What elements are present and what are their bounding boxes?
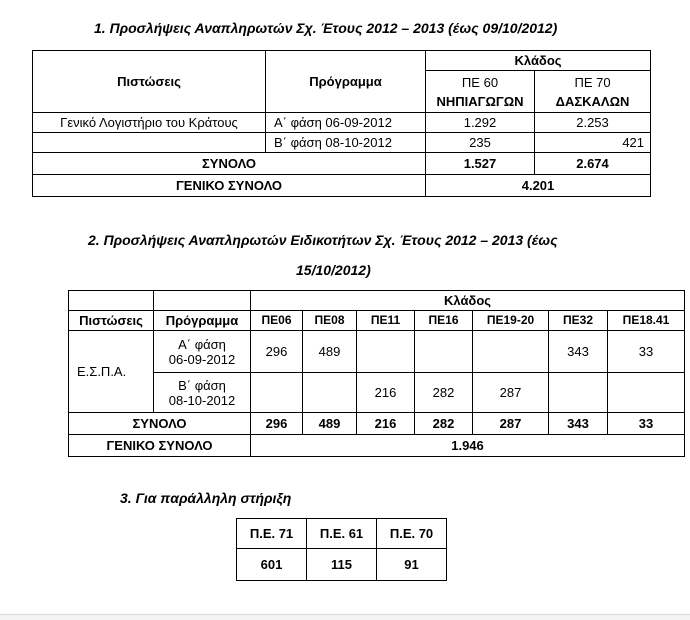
total-pe60: 1.527 (426, 153, 535, 175)
value-cell: 489 (303, 331, 357, 373)
pe60-cell: 235 (426, 133, 535, 153)
header-pe19-20: ΠΕ19-20 (473, 311, 549, 331)
table-row (33, 133, 651, 153)
header-pe70-name: ΔΑΣΚΑΛΩΝ (555, 93, 630, 109)
header-pe71: Π.Ε. 71 (237, 519, 307, 549)
header-branch: Κλάδος (426, 51, 651, 71)
phase-b-cell (154, 373, 251, 413)
value-pe61: 115 (307, 549, 377, 581)
table-row (33, 113, 651, 133)
header-credits: Πιστώσεις (33, 51, 266, 113)
header-pe08: ΠΕ08 (303, 311, 357, 331)
section1-title: 1. Προσλήψεις Αναπληρωτών Σχ. Έτους 2012 – 2013 (έως 09/10/2012) (94, 20, 558, 36)
value-cell (473, 331, 549, 373)
program-cell: Α΄ φάση 06-09-2012 (266, 113, 426, 133)
total-pe70: 2.674 (535, 153, 651, 175)
total-cell: 287 (473, 413, 549, 435)
header-pe18-41: ΠΕ18.41 (608, 311, 685, 331)
value-cell: 216 (357, 373, 415, 413)
pe70-cell: 421 (535, 133, 651, 153)
credits-cell (33, 133, 266, 153)
header-pe60-name: ΝΗΠΙΑΓΩΓΩΝ (436, 93, 524, 109)
header-pe70: Π.Ε. 70 (377, 519, 447, 549)
table-row (237, 549, 447, 581)
value-cell (608, 373, 685, 413)
grand-total-label: ΓΕΝΙΚΟ ΣΥΝΟΛΟ (33, 175, 426, 197)
total-row (33, 153, 651, 175)
header-program: Πρόγραμμα (154, 311, 251, 331)
header-pe70-code: ΠΕ 70 (574, 74, 611, 90)
value-cell (357, 331, 415, 373)
section3-title: 3. Για παράλληλη στήριξη (120, 490, 292, 506)
grand-total-label: ΓΕΝΙΚΟ ΣΥΝΟΛΟ (69, 435, 251, 457)
phase-a-line1: Α΄ φάση (178, 336, 226, 352)
total-cell: 296 (251, 413, 303, 435)
grand-total-row (33, 175, 651, 197)
table-row (69, 331, 685, 373)
value-cell: 296 (251, 331, 303, 373)
grand-total-value: 1.946 (251, 435, 685, 457)
value-cell (415, 331, 473, 373)
header-pe70 (535, 71, 651, 113)
total-cell: 216 (357, 413, 415, 435)
header-pe60-code: ΠΕ 60 (461, 74, 499, 90)
total-row (69, 413, 685, 435)
grand-total-row (69, 435, 685, 457)
phase-b-line2: 08-10-2012 (168, 392, 236, 408)
total-label: ΣΥΝΟΛΟ (33, 153, 426, 175)
total-cell: 282 (415, 413, 473, 435)
page-bottom-band (0, 615, 690, 620)
phase-a-line2: 06-09-2012 (168, 351, 236, 367)
section2-title-line2: 15/10/2012) (296, 262, 371, 278)
value-cell: 33 (608, 331, 685, 373)
grand-total-value: 4.201 (426, 175, 651, 197)
header-program: Πρόγραμμα (266, 51, 426, 113)
total-cell: 489 (303, 413, 357, 435)
value-cell (303, 373, 357, 413)
total-cell: 343 (549, 413, 608, 435)
value-cell: 287 (473, 373, 549, 413)
value-cell: 282 (415, 373, 473, 413)
credits-cell: Γενικό Λογιστήριο του Κράτους (33, 113, 266, 133)
phase-b-line1: Β΄ φάση (178, 377, 226, 393)
section1-table (32, 50, 651, 197)
total-cell: 33 (608, 413, 685, 435)
header-pe32: ΠΕ32 (549, 311, 608, 331)
credits-cell: Ε.Σ.Π.Α. (69, 331, 154, 413)
table-row (69, 373, 685, 413)
header-pe11: ΠΕ11 (357, 311, 415, 331)
header-blank (69, 291, 154, 311)
header-pe06: ΠΕ06 (251, 311, 303, 331)
pe70-cell: 2.253 (535, 113, 651, 133)
header-pe60 (426, 71, 535, 113)
value-pe70: 91 (377, 549, 447, 581)
value-cell (251, 373, 303, 413)
header-pe16: ΠΕ16 (415, 311, 473, 331)
phase-a-cell (154, 331, 251, 373)
section2-table (68, 290, 685, 457)
program-cell: Β΄ φάση 08-10-2012 (266, 133, 426, 153)
total-label: ΣΥΝΟΛΟ (69, 413, 251, 435)
header-blank (154, 291, 251, 311)
value-pe71: 601 (237, 549, 307, 581)
section2-title-line1: 2. Προσλήψεις Αναπληρωτών Ειδικοτήτων Σχ. Έτους 2012 – 2013 (έως (88, 232, 558, 248)
section3-table (236, 518, 447, 581)
value-cell: 343 (549, 331, 608, 373)
header-credits: Πιστώσεις (69, 311, 154, 331)
header-branch: Κλάδος (251, 291, 685, 311)
header-pe61: Π.Ε. 61 (307, 519, 377, 549)
pe60-cell: 1.292 (426, 113, 535, 133)
value-cell (549, 373, 608, 413)
